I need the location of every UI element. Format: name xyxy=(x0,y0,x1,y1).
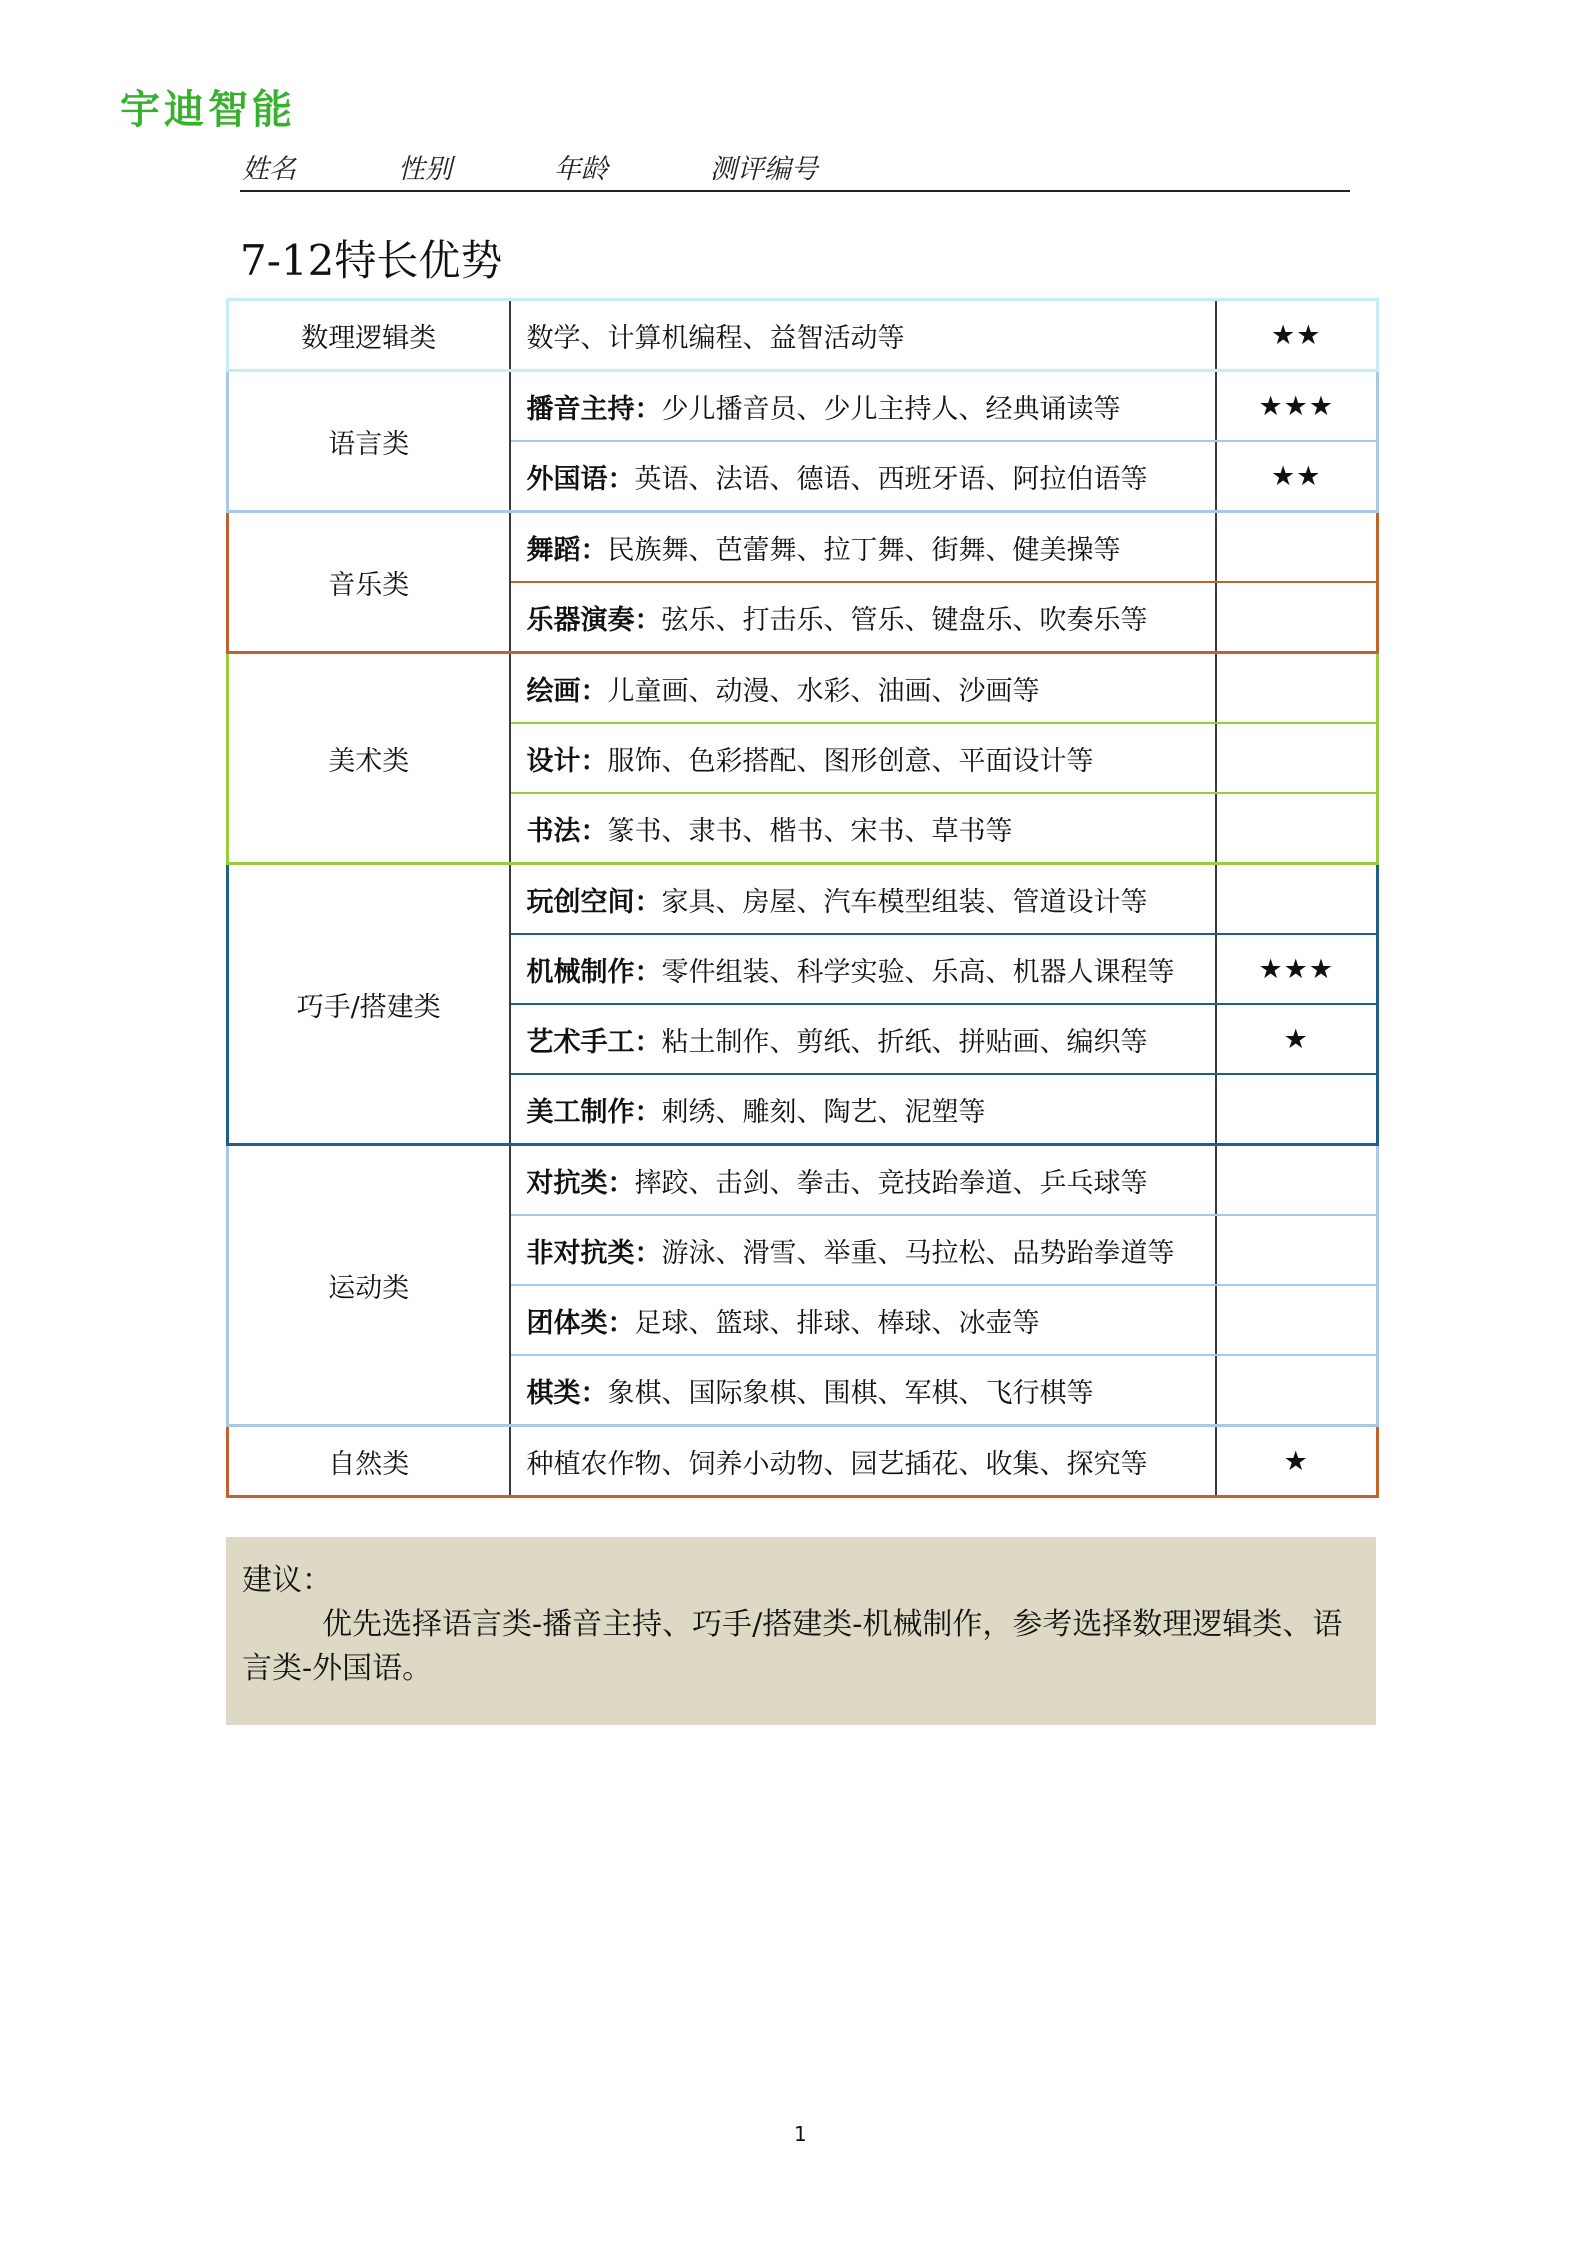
table-row xyxy=(228,300,1378,371)
item-description xyxy=(510,1426,1216,1497)
item-label: 播音主持： xyxy=(526,393,662,425)
item-description xyxy=(510,441,1216,512)
info-label-name: 姓名 xyxy=(242,154,296,185)
item-text: 粘土制作、剪纸、折纸、拼贴画、编织等 xyxy=(661,1026,1148,1058)
item-description xyxy=(510,371,1216,442)
item-description xyxy=(510,723,1216,793)
info-label-gender: 性别 xyxy=(398,154,452,185)
star-rating: ★★ xyxy=(1216,441,1378,512)
advice-text: 优先选择语言类-播音主持、巧手/搭建类-机械制作，参考选择数理逻辑类、语言类-外国语。 xyxy=(242,1607,1343,1686)
item-label: 外国语： xyxy=(526,463,635,495)
item-label: 舞蹈： xyxy=(526,534,608,566)
item-description xyxy=(510,1285,1216,1355)
item-text: 足球、篮球、排球、棒球、冰壶等 xyxy=(634,1307,1040,1339)
star-rating xyxy=(1216,1145,1378,1216)
star-rating: ★★★ xyxy=(1216,934,1378,1004)
item-description xyxy=(510,512,1216,583)
page-number: 1 xyxy=(794,2122,807,2146)
item-text: 儿童画、动漫、水彩、油画、沙画等 xyxy=(607,675,1040,707)
item-text: 数学、计算机编程、益智活动等 xyxy=(526,322,905,354)
table-row xyxy=(228,653,1378,724)
star-rating: ★ xyxy=(1216,1426,1378,1497)
brand-logo: 宇迪智能 xyxy=(120,87,296,133)
star-rating xyxy=(1216,1285,1378,1355)
star-rating xyxy=(1216,723,1378,793)
info-label-age: 年龄 xyxy=(554,154,608,185)
item-label: 对抗类： xyxy=(526,1167,635,1199)
item-description xyxy=(510,1355,1216,1426)
item-text: 弦乐、打击乐、管乐、键盘乐、吹奏乐等 xyxy=(661,604,1148,636)
item-description xyxy=(510,1145,1216,1216)
table-row xyxy=(228,512,1378,583)
item-text: 摔跤、击剑、拳击、竞技跆拳道、乒乓球等 xyxy=(634,1167,1148,1199)
category-label: 语言类 xyxy=(228,371,510,512)
item-label: 机械制作： xyxy=(526,956,662,988)
item-text: 零件组装、科学实验、乐高、机器人课程等 xyxy=(661,956,1175,988)
item-text: 少儿播音员、少儿主持人、经典诵读等 xyxy=(661,393,1121,425)
item-label: 设计： xyxy=(526,745,608,777)
item-label: 非对抗类： xyxy=(526,1237,662,1269)
item-label: 棋类： xyxy=(526,1377,608,1409)
item-description xyxy=(510,934,1216,1004)
item-description xyxy=(510,1074,1216,1145)
table-row xyxy=(228,864,1378,935)
info-bar xyxy=(240,150,1350,192)
talent-table xyxy=(226,298,1379,1498)
item-label: 美工制作： xyxy=(526,1096,662,1128)
item-text: 游泳、滑雪、举重、马拉松、品势跆拳道等 xyxy=(661,1237,1175,1269)
item-text: 刺绣、雕刻、陶艺、泥塑等 xyxy=(661,1096,986,1128)
advice-box xyxy=(226,1537,1376,1725)
item-description xyxy=(510,300,1216,371)
item-text: 英语、法语、德语、西班牙语、阿拉伯语等 xyxy=(634,463,1148,495)
category-label: 音乐类 xyxy=(228,512,510,653)
table-row xyxy=(228,371,1378,442)
item-text: 家具、房屋、汽车模型组装、管道设计等 xyxy=(661,886,1148,918)
table-row xyxy=(228,1426,1378,1497)
page-title: 7-12特长优势 xyxy=(240,236,503,285)
item-text: 象棋、国际象棋、围棋、军棋、飞行棋等 xyxy=(607,1377,1094,1409)
star-rating: ★★ xyxy=(1216,300,1378,371)
category-label: 美术类 xyxy=(228,653,510,864)
item-text: 民族舞、芭蕾舞、拉丁舞、街舞、健美操等 xyxy=(607,534,1121,566)
star-rating: ★★★ xyxy=(1216,371,1378,442)
star-rating xyxy=(1216,864,1378,935)
item-label: 玩创空间： xyxy=(526,886,662,918)
star-rating xyxy=(1216,793,1378,864)
item-description xyxy=(510,582,1216,653)
advice-label: 建议： xyxy=(242,1563,332,1598)
item-label: 乐器演奏： xyxy=(526,604,662,636)
item-label: 团体类： xyxy=(526,1307,635,1339)
item-text: 种植农作物、饲养小动物、园艺插花、收集、探究等 xyxy=(526,1448,1148,1480)
category-label: 数理逻辑类 xyxy=(228,300,510,371)
item-description xyxy=(510,653,1216,724)
star-rating: ★ xyxy=(1216,1004,1378,1074)
item-description xyxy=(510,793,1216,864)
star-rating xyxy=(1216,653,1378,724)
item-text: 篆书、隶书、楷书、宋书、草书等 xyxy=(607,815,1013,847)
item-text: 服饰、色彩搭配、图形创意、平面设计等 xyxy=(607,745,1094,777)
item-description xyxy=(510,1215,1216,1285)
star-rating xyxy=(1216,582,1378,653)
star-rating xyxy=(1216,1074,1378,1145)
item-label: 艺术手工： xyxy=(526,1026,662,1058)
item-description xyxy=(510,1004,1216,1074)
table-row xyxy=(228,1145,1378,1216)
star-rating xyxy=(1216,512,1378,583)
star-rating xyxy=(1216,1215,1378,1285)
item-description xyxy=(510,864,1216,935)
category-label: 自然类 xyxy=(228,1426,510,1497)
star-rating xyxy=(1216,1355,1378,1426)
category-label: 巧手/搭建类 xyxy=(228,864,510,1145)
category-label: 运动类 xyxy=(228,1145,510,1426)
item-label: 绘画： xyxy=(526,675,608,707)
info-label-eval-id: 测评编号 xyxy=(710,154,818,185)
item-label: 书法： xyxy=(526,815,608,847)
